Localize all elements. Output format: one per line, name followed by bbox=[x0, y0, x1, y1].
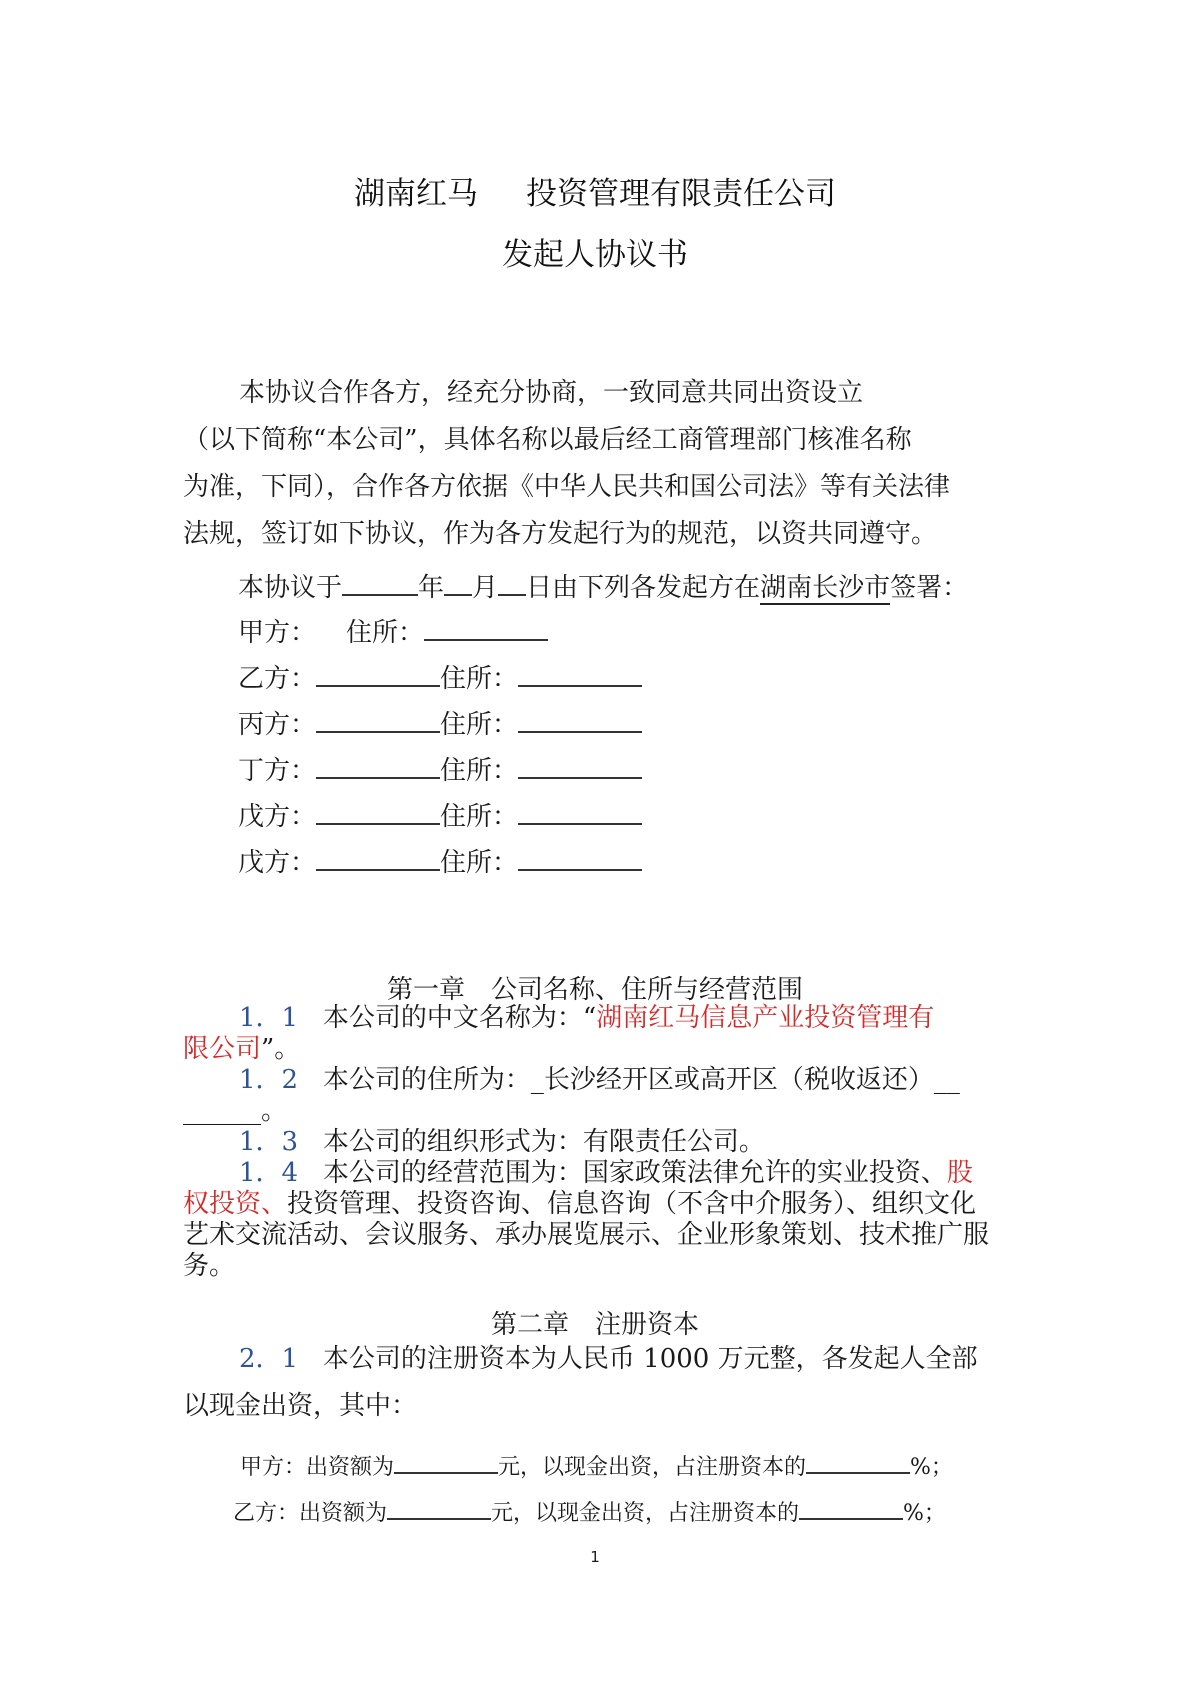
address-blank bbox=[424, 611, 548, 641]
signing-day-text: 日由下列各发起方在 bbox=[526, 573, 761, 603]
contribution-label: 甲方：出资额为 bbox=[240, 1455, 395, 1480]
party-label: 戊方： bbox=[238, 802, 317, 832]
address-blank bbox=[518, 841, 642, 871]
month-blank bbox=[444, 566, 472, 596]
party-row bbox=[238, 795, 642, 833]
party-label: 乙方： bbox=[238, 664, 317, 694]
intro-line: 法规，签订如下协议，作为各方发起行为的规范，以资共同遵守。 bbox=[183, 519, 938, 549]
address-blank bbox=[518, 657, 642, 687]
percent-blank bbox=[806, 1448, 910, 1474]
address-label: 住所： bbox=[440, 802, 519, 832]
clause-text: 艺术交流活动、会议服务、承办展览展示、企业形象策划、技术推广服 bbox=[183, 1220, 990, 1250]
party-row bbox=[238, 841, 642, 879]
name-blank bbox=[316, 657, 440, 687]
contribution-text: 元，以现金出资，占注册资本的 bbox=[491, 1501, 800, 1526]
party-row bbox=[238, 657, 642, 695]
clause-number: 1．1 bbox=[239, 1003, 299, 1033]
page-number: 1 bbox=[590, 1548, 600, 1566]
clause-1-4 bbox=[183, 1158, 1018, 1282]
signing-suffix: 签署： bbox=[890, 573, 969, 603]
chapter-title: 公司名称、住所与经营范围 bbox=[491, 975, 804, 1005]
signing-prefix: 本协议于 bbox=[238, 573, 343, 603]
company-name-highlight: 湖南红马信息产业投资管理有 bbox=[596, 1003, 935, 1033]
clause-text: 本公司的住所为：_长沙经开区或高开区（税收返还）__ bbox=[322, 1065, 960, 1095]
party-label: 戊方： bbox=[238, 848, 317, 878]
name-blank bbox=[316, 703, 440, 733]
address-blank bbox=[518, 795, 642, 825]
intro-line: 为准，下同），合作各方依据《中华人民共和国公司法》等有关法律 bbox=[183, 472, 951, 502]
clause-1-1 bbox=[183, 1003, 1018, 1065]
chapter-title: 注册资本 bbox=[595, 1310, 700, 1340]
clause-text: 务。 bbox=[183, 1251, 236, 1281]
intro-line: （以下简称“本公司”，具体名称以最后经工商管理部门核准名称 bbox=[183, 425, 912, 455]
year-label: 年 bbox=[418, 573, 445, 603]
scope-highlight: 权投资、 bbox=[183, 1189, 288, 1219]
signing-line bbox=[238, 566, 968, 605]
address-label: 住所： bbox=[346, 618, 425, 648]
clause-number: 1．4 bbox=[239, 1158, 299, 1188]
chapter-number: 第二章 bbox=[490, 1310, 569, 1340]
party-label: 甲方： bbox=[238, 618, 317, 648]
contribution-row bbox=[240, 1448, 953, 1481]
clause-1-3 bbox=[183, 1127, 1018, 1158]
percent-blank bbox=[799, 1494, 903, 1520]
address-label: 住所： bbox=[440, 710, 519, 740]
contribution-text: 元，以现金出资，占注册资本的 bbox=[498, 1455, 807, 1480]
contribution-row bbox=[233, 1494, 946, 1527]
party-row bbox=[238, 749, 642, 787]
clause-text: 以现金出资，其中： bbox=[183, 1391, 418, 1421]
clause-2-1 bbox=[183, 1336, 1013, 1430]
contribution-label: 乙方：出资额为 bbox=[233, 1501, 388, 1526]
clause-number: 2．1 bbox=[239, 1344, 299, 1374]
year-blank bbox=[342, 566, 418, 596]
chapter-heading bbox=[0, 969, 1190, 1006]
scope-highlight: 股 bbox=[946, 1158, 973, 1188]
amount-blank bbox=[387, 1494, 491, 1520]
address-label: 住所： bbox=[440, 848, 519, 878]
chapter-number: 第一章 bbox=[386, 975, 465, 1005]
name-blank bbox=[316, 841, 440, 871]
company-name-highlight: 限公司 bbox=[183, 1034, 262, 1064]
clause-1-2 bbox=[183, 1065, 1018, 1127]
address-label: 住所： bbox=[440, 664, 519, 694]
contribution-end: %； bbox=[903, 1501, 946, 1526]
day-blank bbox=[498, 566, 526, 596]
amount-blank bbox=[394, 1448, 498, 1474]
clause-text: 本公司的组织形式为：有限责任公司。 bbox=[322, 1127, 765, 1157]
intro-line: 本协议合作各方，经充分协商，一致同意共同出资设立 bbox=[239, 378, 864, 408]
party-row bbox=[238, 703, 642, 741]
clause-text: ”。 bbox=[261, 1034, 301, 1064]
signing-place: 湖南长沙市 bbox=[760, 573, 891, 603]
party-label: 丙方： bbox=[238, 710, 317, 740]
clause-text: 投资管理、投资咨询、信息咨询（不含中介服务）、组织文化 bbox=[287, 1189, 977, 1219]
clause-number: 1．3 bbox=[239, 1127, 299, 1157]
document-title bbox=[0, 168, 1190, 213]
address-blank bbox=[518, 703, 642, 733]
contribution-end: %； bbox=[910, 1455, 953, 1480]
address-label: 住所： bbox=[440, 756, 519, 786]
party-label: 丁方： bbox=[238, 756, 317, 786]
party-row bbox=[238, 611, 548, 649]
name-blank bbox=[316, 749, 440, 779]
clause-text: 本公司的注册资本为人民币 1000 万元整，各发起人全部 bbox=[322, 1344, 978, 1374]
title-company-prefix: 湖南红马 bbox=[354, 176, 478, 212]
title-company-suffix: 投资管理有限责任公司 bbox=[526, 176, 836, 212]
document-subtitle: 发起人协议书 bbox=[502, 237, 688, 273]
clause-text: ______。 bbox=[183, 1096, 288, 1126]
clause-number: 1．2 bbox=[239, 1065, 299, 1095]
clause-text: 本公司的中文名称为：“ bbox=[322, 1003, 597, 1033]
month-label: 月 bbox=[472, 573, 499, 603]
address-blank bbox=[518, 749, 642, 779]
name-blank bbox=[316, 795, 440, 825]
clause-text: 本公司的经营范围为：国家政策法律允许的实业投资、 bbox=[322, 1158, 947, 1188]
intro-paragraph bbox=[183, 370, 1013, 558]
